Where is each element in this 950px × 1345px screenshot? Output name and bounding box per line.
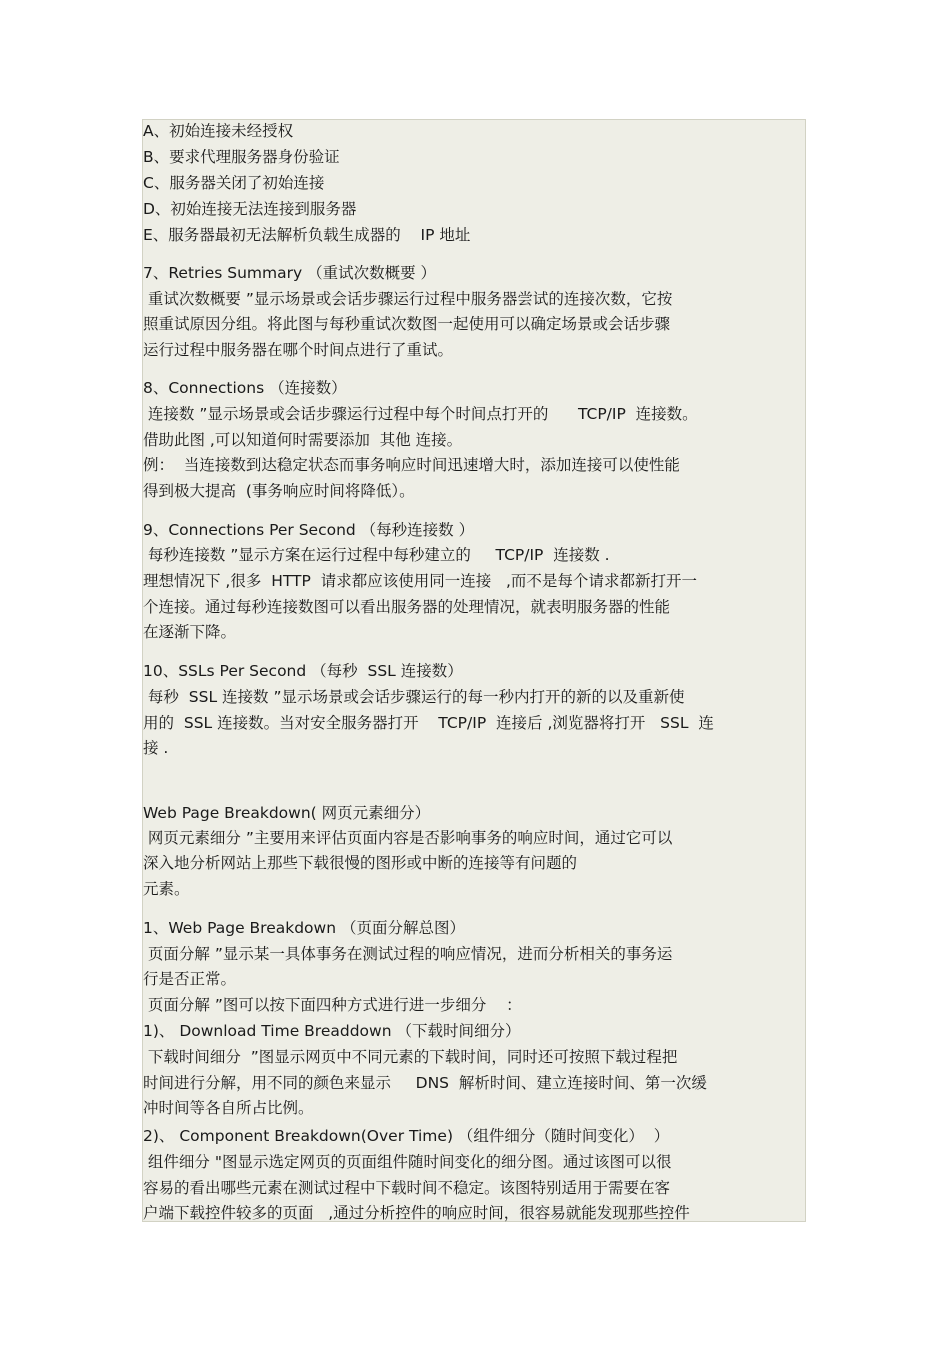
section-heading: 10、SSLs Per Second （每秒 SSL 连接数） (143, 662, 463, 680)
text-line: 页面分解 ”图可以按下面四种方式进行进一步细分 ： (143, 996, 522, 1014)
text-line: A、初始连接未经授权 (143, 122, 294, 140)
text-line: 借助此图 ,可以知道何时需要添加 其他 连接。 (143, 431, 463, 449)
text-line: 接 . (143, 739, 169, 757)
text-line: D、初始连接无法连接到服务器 (143, 200, 357, 218)
text-line: 每秒 SSL 连接数 ”显示场景或会话步骤运行的每一秒内打开的新的以及重新使 (143, 688, 685, 706)
text-line: 理想情况下 ,很多 HTTP 请求都应该使用同一连接 ,而不是每个请求都新打开一 (143, 572, 697, 590)
section-heading: Web Page Breakdown( 网页元素细分） (143, 804, 431, 822)
text-line: 例： 当连接数到达稳定状态而事务响应时间迅速增大时，添加连接可以使性能 (143, 456, 680, 474)
section-heading: 8、Connections （连接数） (143, 379, 347, 397)
subsection-heading: 1)、 Download Time Breaddown （下载时间细分） (143, 1022, 521, 1040)
text-line: 运行过程中服务器在哪个时间点进行了重试。 (143, 341, 454, 359)
text-line: 连接数 ”显示场景或会话步骤运行过程中每个时间点打开的 TCP/IP 连接数。 (143, 405, 698, 423)
text-line: 深入地分析网站上那些下载很慢的图形或中断的连接等有问题的 (143, 854, 578, 872)
text-line: 元素。 (143, 880, 190, 898)
text-line: 组件细分 "图显示选定网页的页面组件随时间变化的细分图。通过该图可以很 (143, 1153, 672, 1171)
text-line: 行是否正常。 (143, 970, 237, 988)
subsection-heading: 2)、 Component Breakdown(Over Time) （组件细分（随时间变化） ） (143, 1127, 670, 1145)
text-line: 下载时间细分 ”图显示网页中不同元素的下载时间，同时还可按照下载过程把 (143, 1048, 678, 1066)
text-line: 照重试原因分组。将此图与每秒重试次数图一起使用可以确定场景或会话步骤 (143, 315, 671, 333)
text-line: E、服务器最初无法解析负载生成器的 IP 地址 (143, 226, 471, 244)
text-line: 个连接。通过每秒连接数图可以看出服务器的处理情况，就表明服务器的性能 (143, 598, 671, 616)
section-heading: 9、Connections Per Second （每秒连接数 ） (143, 521, 475, 539)
text-line: 用的 SSL 连接数。当对安全服务器打开 TCP/IP 连接后 ,浏览器将打开 SSL 连 (143, 714, 714, 732)
text-line: 网页元素细分 ”主要用来评估页面内容是否影响事务的响应时间，通过它可以 (143, 829, 673, 847)
text-line: 得到极大提高 (事务响应时间将降低）。 (143, 482, 415, 500)
text-line: 每秒连接数 ”显示方案在运行过程中每秒建立的 TCP/IP 连接数 . (143, 546, 610, 564)
text-line: 在逐渐下降。 (143, 623, 237, 641)
text-line: 户端下载控件较多的页面 ,通过分析控件的响应时间，很容易就能发现那些控件 (143, 1204, 690, 1222)
text-line: 页面分解 ”显示某一具体事务在测试过程的响应情况，进而分析相关的事务运 (143, 945, 673, 963)
text-line: C、服务器关闭了初始连接 (143, 174, 325, 192)
section-heading: 1、Web Page Breakdown （页面分解总图） (143, 919, 465, 937)
text-line: B、要求代理服务器身份验证 (143, 148, 340, 166)
text-line: 重试次数概要 ”显示场景或会话步骤运行过程中服务器尝试的连接次数，它按 (143, 290, 673, 308)
text-line: 时间进行分解，用不同的颜色来显示 DNS 解析时间、建立连接时间、第一次缓 (143, 1074, 707, 1092)
text-line: 冲时间等各自所占比例。 (143, 1099, 314, 1117)
text-line: 容易的看出哪些元素在测试过程中下载时间不稳定。该图特别适用于需要在客 (143, 1179, 671, 1197)
section-heading: 7、Retries Summary （重试次数概要 ） (143, 264, 437, 282)
